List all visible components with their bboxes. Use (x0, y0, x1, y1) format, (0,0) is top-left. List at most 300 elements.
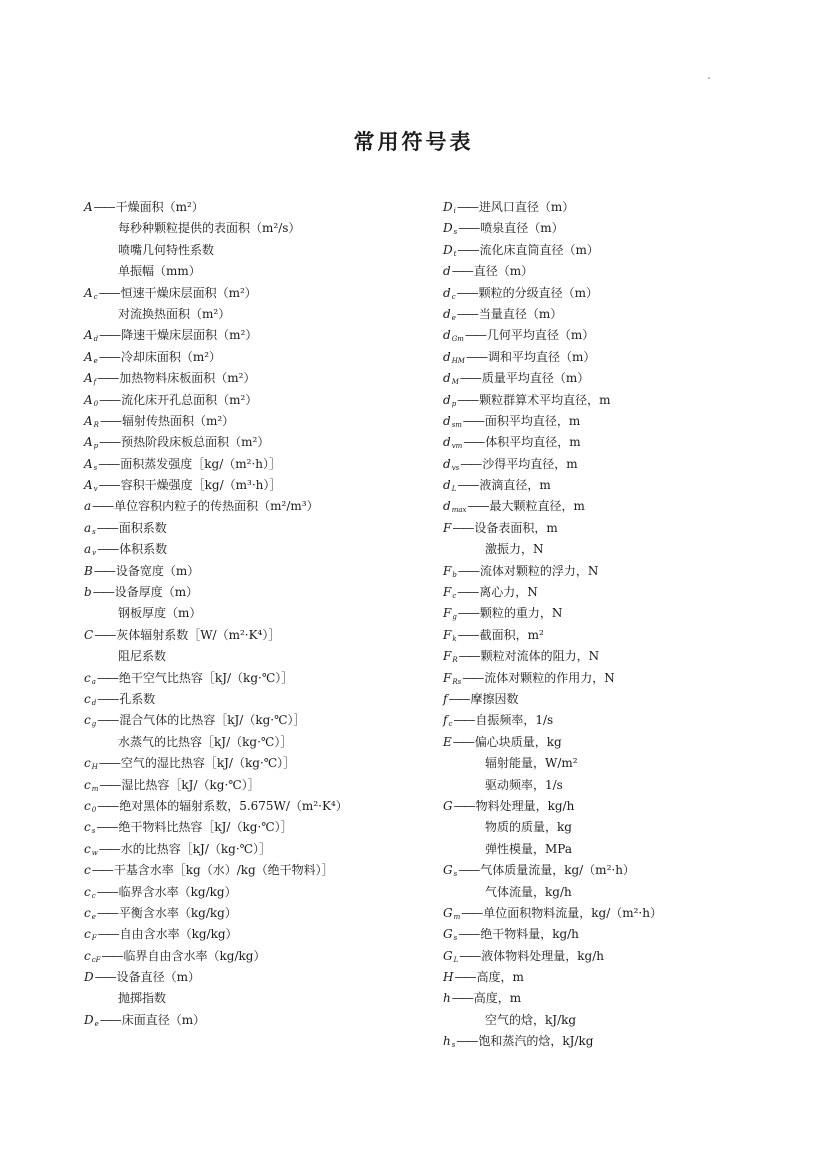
symbol: A (84, 349, 93, 364)
symbol-entry (443, 411, 813, 432)
em-dash: —— (96, 905, 117, 920)
symbol: c (84, 777, 91, 792)
symbol-entry (84, 860, 429, 881)
em-dash: —— (457, 563, 478, 578)
symbol-entry (84, 582, 429, 603)
symbol-description: 绝干空气比热容［kJ/（kg·℃）］ (118, 670, 294, 685)
em-dash: —— (99, 777, 120, 792)
symbol-subscript: Gm (451, 335, 464, 344)
symbol-subscript: k (452, 634, 457, 643)
em-dash: —— (456, 285, 477, 300)
symbol-entry (443, 732, 813, 753)
em-dash: —— (96, 520, 117, 535)
symbol-subscript: vm (451, 442, 463, 451)
symbol-subscript: R (452, 656, 458, 665)
symbol-description: 颗粒对流体的阻力，N (480, 649, 600, 664)
symbol-description: 自由含水率（kg/kg） (119, 927, 238, 942)
em-dash: —— (94, 970, 115, 985)
symbol-entry (84, 518, 429, 539)
symbol-description: 弹性模量，MPa (485, 841, 572, 856)
em-dash: —— (97, 798, 118, 813)
symbol-description: 干基含水率［kg（水）/kg（绝干物料）］ (113, 863, 334, 878)
em-dash: —— (451, 264, 472, 279)
symbol-subscript: R (93, 420, 99, 429)
symbol-subscript: v (92, 549, 97, 558)
symbol: c (84, 798, 91, 813)
symbol-description: 空气的焓，kJ/kg (485, 1012, 577, 1027)
symbol-description: 体积平均直径，m (485, 435, 581, 450)
symbol-entry (84, 347, 429, 368)
symbol: B (84, 563, 93, 578)
symbol: F (443, 520, 452, 535)
symbol-entry (443, 903, 813, 924)
symbol: c (84, 863, 91, 878)
symbol-description: 液滴直径，m (479, 478, 551, 493)
em-dash: —— (98, 478, 119, 493)
symbol-description: 临界自由含水率（kg/kg） (123, 948, 266, 963)
symbol: d (443, 392, 451, 407)
symbol: a (84, 542, 92, 557)
symbol-description: 面积蒸发强度［kg/（m²·h）］ (120, 456, 281, 471)
symbol-description: 抛掷指数 (118, 991, 167, 1006)
symbol-description: 几何平均直径（m） (486, 328, 595, 343)
symbol-subscript: m (91, 784, 99, 793)
symbol-entry (84, 967, 429, 988)
symbol-description: 灰体辐射系数［W/（m²·K⁴）］ (116, 627, 281, 642)
symbol-entry (443, 582, 813, 603)
symbol-subscript: sm (451, 420, 462, 429)
symbol: c (84, 905, 91, 920)
symbol-description: 干燥面积（m²） (115, 200, 204, 214)
symbol-entry (84, 496, 429, 517)
symbol-entry (84, 283, 429, 304)
em-dash: —— (452, 520, 473, 535)
symbol-description: 流化床开孔总面积（m²） (121, 392, 258, 407)
symbol: d (443, 349, 451, 364)
symbol: A (84, 478, 93, 493)
symbol-subscript: t (453, 249, 457, 258)
symbol-entry (443, 475, 813, 496)
symbol-entry (84, 561, 429, 582)
symbol: F (443, 585, 452, 600)
em-dash: —— (91, 863, 112, 878)
symbol-entry (443, 304, 813, 325)
symbol-subscript: c (452, 592, 457, 601)
symbol: G (443, 863, 453, 878)
symbol: D (84, 1012, 94, 1027)
symbol: d (443, 285, 451, 300)
symbol-entry (84, 710, 429, 731)
symbol-subscript: d (93, 335, 99, 344)
symbol-description: 水的比热容［kJ/（kg·℃）］ (120, 841, 272, 856)
symbol: d (443, 435, 451, 450)
em-dash: —— (463, 435, 484, 450)
em-dash: —— (459, 948, 480, 963)
em-dash: —— (99, 1012, 120, 1027)
em-dash: —— (97, 371, 118, 386)
symbol-entry (443, 197, 813, 218)
symbol-entry (443, 860, 813, 881)
symbol-entry (84, 197, 429, 218)
symbol-entry (443, 283, 813, 304)
em-dash: —— (94, 627, 115, 642)
symbol: E (443, 734, 452, 749)
symbol-subscript: HM (451, 356, 465, 365)
em-dash: —— (464, 328, 485, 343)
symbol-entry (443, 924, 813, 945)
symbol-subscript: s (453, 870, 458, 879)
em-dash: —— (93, 200, 114, 214)
em-dash: —— (458, 863, 479, 878)
em-dash: —— (452, 734, 473, 749)
symbol-entry (84, 325, 429, 346)
symbol: D (443, 242, 453, 257)
symbol-entry (443, 240, 813, 261)
symbol: H (443, 970, 454, 985)
symbol-description: 气体质量流量，kg/（m²·h） (480, 863, 635, 878)
symbol-description: 流体对颗粒的作用力，N (484, 670, 615, 685)
symbol-description: 进风口直径（m） (478, 200, 575, 214)
symbol-description: 流体对颗粒的浮力，N (479, 563, 599, 578)
symbol-subscript: w (91, 848, 98, 857)
symbol-description: 设备直径（m） (116, 970, 201, 985)
em-dash: —— (457, 392, 478, 407)
symbol-list-left (84, 197, 429, 1031)
symbol: b (84, 585, 92, 600)
em-dash: —— (454, 970, 475, 985)
symbol-entry (443, 796, 813, 817)
symbol-entry (443, 539, 813, 560)
symbol-subscript: c (448, 720, 453, 729)
em-dash: —— (98, 285, 119, 300)
symbol-subscript: M (451, 378, 459, 387)
em-dash: —— (96, 884, 117, 899)
symbol-subscript: v (93, 485, 98, 494)
symbol: d (443, 413, 451, 428)
symbol-subscript: s (92, 527, 96, 536)
symbol-description: 当量直径（m） (478, 306, 563, 321)
symbol: c (84, 713, 91, 728)
symbol-entry (443, 646, 813, 667)
symbol-description: 调和平均直径（m） (487, 349, 596, 364)
symbol: c (84, 756, 91, 771)
symbol-description: 截面积，m² (479, 627, 544, 642)
em-dash: —— (462, 413, 483, 428)
page-title: 常用符号表 (353, 130, 474, 154)
symbol-entry (443, 967, 813, 988)
symbol-entry (84, 625, 429, 646)
symbol-entry (84, 390, 429, 411)
symbol-description: 孔系数 (119, 691, 156, 706)
symbol-description: 临界含水率（kg/kg） (118, 884, 237, 899)
symbol: D (84, 970, 94, 985)
symbol: F (443, 606, 452, 621)
symbol-entry (443, 882, 813, 903)
symbol-subscript: H (91, 763, 98, 772)
symbol-description: 绝干物料量，kg/h (480, 927, 579, 942)
symbol-description: 饱和蒸汽的焓，kJ/kg (478, 1034, 594, 1049)
em-dash: —— (467, 499, 488, 514)
em-dash: —— (453, 713, 474, 728)
em-dash: —— (448, 691, 469, 706)
symbol: A (84, 435, 93, 450)
symbol-subscript: vs (451, 463, 460, 472)
em-dash: —— (462, 670, 483, 685)
symbol-entry (84, 946, 429, 967)
symbol-description: 沙得平均直径，m (482, 456, 578, 471)
symbol-entry (84, 839, 429, 860)
symbol-subscript: d (91, 698, 97, 707)
em-dash: —— (457, 242, 478, 257)
symbol-subscript: max (451, 506, 467, 515)
symbol-entry (443, 775, 813, 796)
symbol-entry (443, 432, 813, 453)
em-dash: —— (98, 841, 119, 856)
symbol-entry (84, 988, 429, 1009)
symbol: A (84, 285, 93, 300)
symbol-description: 空气的湿比热容［kJ/（kg·℃）］ (120, 756, 296, 771)
symbol: c (84, 948, 91, 963)
em-dash: —— (96, 670, 117, 685)
em-dash: —— (97, 691, 118, 706)
symbol-entry (443, 518, 813, 539)
symbol: G (443, 798, 453, 813)
symbol-entry (443, 347, 813, 368)
symbol-description: 物料处理量，kg/h (475, 798, 575, 813)
symbol-entry (84, 411, 429, 432)
symbol-description: 每秒种颗粒提供的表面积（m²/s） (118, 221, 301, 236)
symbol-description: 单位面积物料流量，kg/（m²·h） (483, 905, 662, 920)
symbol-entry (443, 325, 813, 346)
em-dash: —— (457, 606, 478, 621)
symbol-entry (443, 368, 813, 389)
symbol-entry (84, 903, 429, 924)
symbol-subscript: L (451, 485, 457, 494)
symbol: A (84, 328, 93, 343)
symbol-description: 体积系数 (119, 542, 168, 557)
em-dash: —— (461, 905, 482, 920)
symbol-subscript: g (91, 720, 97, 729)
symbol-description: 面积系数 (118, 520, 167, 535)
symbol-description: 阻尼系数 (118, 649, 167, 664)
em-dash: —— (92, 499, 113, 514)
symbol: d (443, 478, 451, 493)
symbol-entry (84, 1010, 429, 1031)
symbol-entry (84, 261, 429, 282)
symbol-description: 高度，m (473, 991, 522, 1006)
symbol-subscript: c (91, 891, 96, 900)
symbol-description: 直径（m） (473, 264, 534, 279)
em-dash: —— (99, 413, 120, 428)
symbol-entry (443, 1031, 813, 1052)
em-dash: —— (99, 435, 120, 450)
symbol-entry (443, 218, 813, 239)
symbol-list-right (443, 197, 813, 1053)
symbol: F (443, 649, 452, 664)
symbol: d (443, 456, 451, 471)
em-dash: —— (98, 756, 119, 771)
symbol-description: 喷嘴几何特性系数 (118, 242, 215, 257)
symbol-description: 高度，m (476, 970, 524, 985)
symbol-description: 加热物料床板面积（m²） (119, 371, 256, 386)
symbol: A (84, 392, 93, 407)
symbol-description: 预热阶段床板总面积（m²） (121, 435, 270, 450)
symbol-entry (443, 1010, 813, 1031)
symbol: c (84, 670, 91, 685)
em-dash: —— (98, 349, 119, 364)
symbol-subscript: b (452, 570, 457, 579)
symbol: D (443, 200, 453, 214)
symbol-description: 摩擦因数 (470, 691, 519, 706)
symbol-entry (443, 561, 813, 582)
symbol-description: 流化床直筒直径（m） (479, 242, 599, 257)
symbol-subscript: s (91, 827, 96, 836)
symbol-entry (84, 454, 429, 475)
symbol-subscript: L (453, 955, 459, 964)
symbol-entry (84, 218, 429, 239)
symbol-description: 颗粒群算术平均直径，m (479, 392, 611, 407)
symbol-description: 单位容积内粒子的传热面积（m²/m³） (114, 499, 319, 514)
symbol-description: 自振频率，1/s (475, 713, 554, 728)
symbol: h (443, 1034, 451, 1049)
symbol-entry (443, 603, 813, 624)
symbol: A (84, 371, 93, 386)
symbol-subscript: e (93, 356, 98, 365)
symbol-subscript: s (453, 228, 458, 237)
symbol-entry (443, 710, 813, 731)
symbol-description: 容积干燥强度［kg/（m³·h）］ (120, 478, 282, 493)
symbol-entry (84, 775, 429, 796)
symbol: f (443, 713, 448, 728)
symbol-entry (84, 539, 429, 560)
symbol-subscript: a (91, 677, 96, 686)
em-dash: —— (93, 563, 114, 578)
symbol-subscript: p (451, 399, 457, 408)
symbol-description: 面积平均直径，m (484, 413, 581, 428)
symbol-entry (443, 946, 813, 967)
symbol: f (443, 691, 448, 706)
symbol-description: 设备表面积，m (474, 520, 558, 535)
symbol: c (84, 927, 91, 942)
symbol-entry (443, 625, 813, 646)
symbol: A (84, 413, 93, 428)
symbol-entry (443, 689, 813, 710)
symbol: d (443, 264, 451, 279)
symbol-entry (84, 732, 429, 753)
symbol-subscript: c (451, 292, 456, 301)
symbol-subscript: 0 (93, 399, 99, 408)
symbol-description: 激振力，N (485, 542, 544, 557)
symbol-description: 质量平均直径（m） (481, 371, 590, 386)
symbol: c (84, 841, 91, 856)
symbol-subscript: F (91, 934, 97, 943)
symbol: d (443, 306, 451, 321)
em-dash: —— (456, 1034, 477, 1049)
em-dash: —— (457, 478, 478, 493)
symbol-description: 颗粒的分级直径（m） (478, 285, 598, 300)
em-dash: —— (458, 221, 479, 236)
symbol: F (443, 670, 452, 685)
symbol-description: 辐射能量，W/m² (485, 756, 578, 771)
symbol: d (443, 371, 451, 386)
symbol-description: 设备厚度（m） (114, 585, 199, 600)
symbol: d (443, 499, 451, 514)
symbol: c (84, 691, 91, 706)
symbol: C (84, 627, 94, 642)
symbol-subscript: s (93, 463, 98, 472)
symbol-description: 设备宽度（m） (115, 563, 200, 578)
symbol-description: 绝对黑体的辐射系数，5.675W/（m²·K⁴） (119, 798, 348, 813)
symbol-entry (443, 454, 813, 475)
em-dash: —— (97, 542, 118, 557)
em-dash: —— (101, 948, 122, 963)
em-dash: —— (465, 349, 486, 364)
symbol: A (84, 200, 93, 214)
symbol-entry (443, 839, 813, 860)
symbol-entry (84, 240, 429, 261)
em-dash: —— (457, 627, 478, 642)
symbol-description: 液体物料处理量，kg/h (481, 948, 604, 963)
symbol-subscript: p (93, 442, 99, 451)
symbol-description: 喷泉直径（m） (480, 221, 564, 236)
symbol: c (84, 884, 91, 899)
symbol-entry (84, 817, 429, 838)
em-dash: —— (97, 927, 118, 942)
em-dash: —— (451, 991, 472, 1006)
symbol-description: 湿比热容［kJ/（kg·℃）］ (121, 777, 260, 792)
symbol-description: 离心力，N (479, 585, 538, 600)
em-dash: —— (460, 456, 481, 471)
em-dash: —— (99, 392, 120, 407)
em-dash: —— (92, 585, 113, 600)
symbol-description: 对流换热面积（m²） (118, 306, 231, 321)
symbol-subscript: i (453, 207, 456, 215)
symbol-entry (84, 924, 429, 945)
em-dash: —— (453, 798, 474, 813)
em-dash: —— (458, 927, 479, 942)
symbol-description: 绝干物料比热容［kJ/（kg·℃）］ (118, 820, 293, 835)
symbol-entry (443, 753, 813, 774)
symbol: F (443, 563, 452, 578)
symbol: h (443, 991, 451, 1006)
symbol-entry (443, 988, 813, 1009)
symbol-entry (84, 368, 429, 389)
symbol-description: 钢板厚度（m） (118, 606, 202, 621)
symbol-entry (84, 668, 429, 689)
symbol-subscript: s (453, 934, 458, 943)
symbol-description: 气体流量，kg/h (485, 884, 572, 899)
scan-speck (708, 77, 710, 79)
symbol-description: 驱动频率，1/s (485, 777, 563, 792)
symbol-entry (84, 753, 429, 774)
symbol-entry (443, 496, 813, 517)
symbol-description: 物质的质量，kg (485, 820, 572, 835)
symbol-subscript: g (452, 613, 457, 622)
symbol-entry (84, 475, 429, 496)
symbol-description: 冷却床面积（m²） (120, 349, 222, 364)
symbol-description: 恒速干燥床层面积（m²） (120, 285, 257, 300)
symbol: G (443, 905, 453, 920)
symbol-description: 平衡含水率（kg/kg） (118, 905, 237, 920)
symbol-subscript: 0 (91, 805, 97, 814)
symbol: c (84, 820, 91, 835)
symbol: G (443, 927, 453, 942)
symbol-description: 辐射传热面积（m²） (121, 413, 235, 428)
symbol-entry (443, 668, 813, 689)
symbol-description: 床面直径（m） (121, 1012, 206, 1027)
symbol-subscript: cF (91, 955, 101, 964)
symbol-entry (84, 603, 429, 624)
